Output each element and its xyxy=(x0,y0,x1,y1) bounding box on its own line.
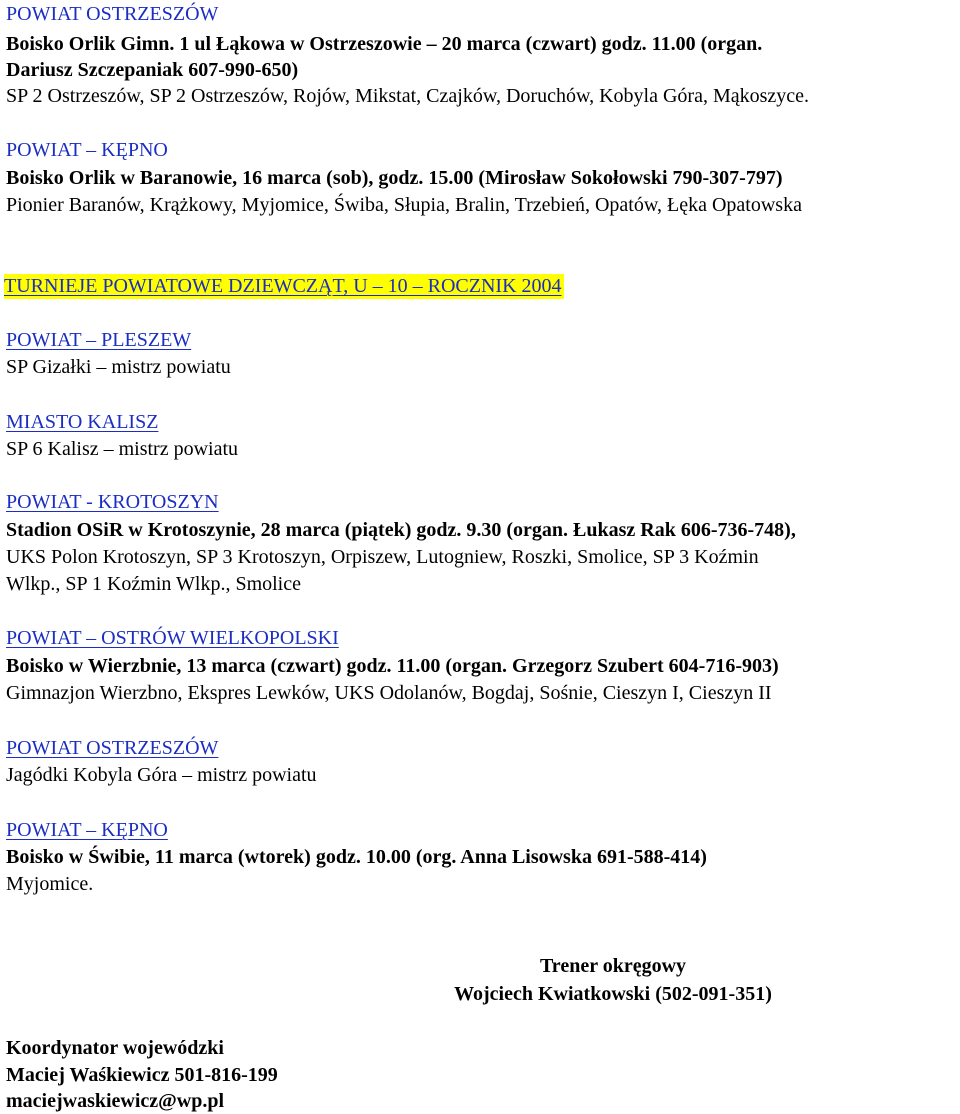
venue-kepno-2: Boisko w Świbie, 11 marca (wtorek) godz. 10.00 (org. Anna Lisowska 691-588-414) xyxy=(6,846,707,868)
text-kalisz: SP 6 Kalisz – mistrz powiatu xyxy=(6,438,239,460)
coordinator-title: Koordynator wojewódzki xyxy=(6,1037,224,1059)
venue-ostrow: Boisko w Wierzbnie, 13 marca (czwart) godz. 11.00 (organ. Grzegorz Szubert 604-716-903) xyxy=(6,655,779,677)
venue-krotoszyn: Stadion OSiR w Krotoszynie, 28 marca (piątek) godz. 9.30 (organ. Łukasz Rak 606-736-748), xyxy=(6,519,796,541)
heading-powiat-kepno-1: POWIAT – KĘPNO xyxy=(6,139,168,161)
teams-krotoszyn-line1: UKS Polon Krotoszyn, SP 3 Krotoszyn, Orpiszew, Lutogniew, Roszki, Smolice, SP 3 Koźmin xyxy=(6,546,759,568)
heading-powiat-ostrzeszow-1: POWIAT OSTRZESZÓW xyxy=(6,3,219,25)
venue-ostrzeszow-1-line1: Boisko Orlik Gimn. 1 ul Łąkowa w Ostrzeszowie – 20 marca (czwart) godz. 11.00 (organ. xyxy=(6,33,763,55)
heading-powiat-pleszew: POWIAT – PLESZEW xyxy=(6,329,192,351)
heading-miasto-kalisz: MIASTO KALISZ xyxy=(6,411,159,433)
teams-krotoszyn-line2: Wlkp., SP 1 Koźmin Wlkp., Smolice xyxy=(6,573,301,595)
coach-name: Wojciech Kwiatkowski (502-091-351) xyxy=(454,983,772,1005)
heading-powiat-kepno-2: POWIAT – KĘPNO xyxy=(6,819,168,841)
section-title-row xyxy=(4,274,564,299)
teams-kepno-1: Pionier Baranów, Krążkowy, Myjomice, Świba, Słupia, Bralin, Trzebień, Opatów, Łęka Opatowska xyxy=(6,194,802,216)
heading-powiat-ostrzeszow-2: POWIAT OSTRZESZÓW xyxy=(6,737,219,759)
venue-kepno-1: Boisko Orlik w Baranowie, 16 marca (sob), godz. 15.00 (Mirosław Sokołowski 790-307-797) xyxy=(6,167,783,189)
teams-kepno-2: Myjomice. xyxy=(6,873,94,895)
heading-powiat-krotoszyn: POWIAT - KROTOSZYN xyxy=(6,491,219,513)
coordinator-email: maciejwaskiewicz@wp.pl xyxy=(6,1090,225,1112)
heading-powiat-ostrow-wielkopolski: POWIAT – OSTRÓW WIELKOPOLSKI xyxy=(6,627,339,649)
text-pleszew: SP Gizałki – mistrz powiatu xyxy=(6,356,231,378)
teams-ostrow: Gimnazjon Wierzbno, Ekspres Lewków, UKS Odolanów, Bogdaj, Sośnie, Cieszyn I, Cieszyn II xyxy=(6,682,772,704)
coordinator-name: Maciej Waśkiewicz 501-816-199 xyxy=(6,1064,278,1086)
section-title: TURNIEJE POWIATOWE DZIEWCZĄT, U – 10 – ROCZNIK 2004 xyxy=(4,275,562,297)
text-ostrzeszow-2: Jagódki Kobyla Góra – mistrz powiatu xyxy=(6,764,317,786)
teams-ostrzeszow-1: SP 2 Ostrzeszów, SP 2 Ostrzeszów, Rojów, Mikstat, Czajków, Doruchów, Kobyla Góra, Mąkoszyce. xyxy=(6,85,810,107)
coach-title: Trener okręgowy xyxy=(539,955,687,977)
venue-ostrzeszow-1-line2: Dariusz Szczepaniak 607-990-650) xyxy=(6,59,299,81)
